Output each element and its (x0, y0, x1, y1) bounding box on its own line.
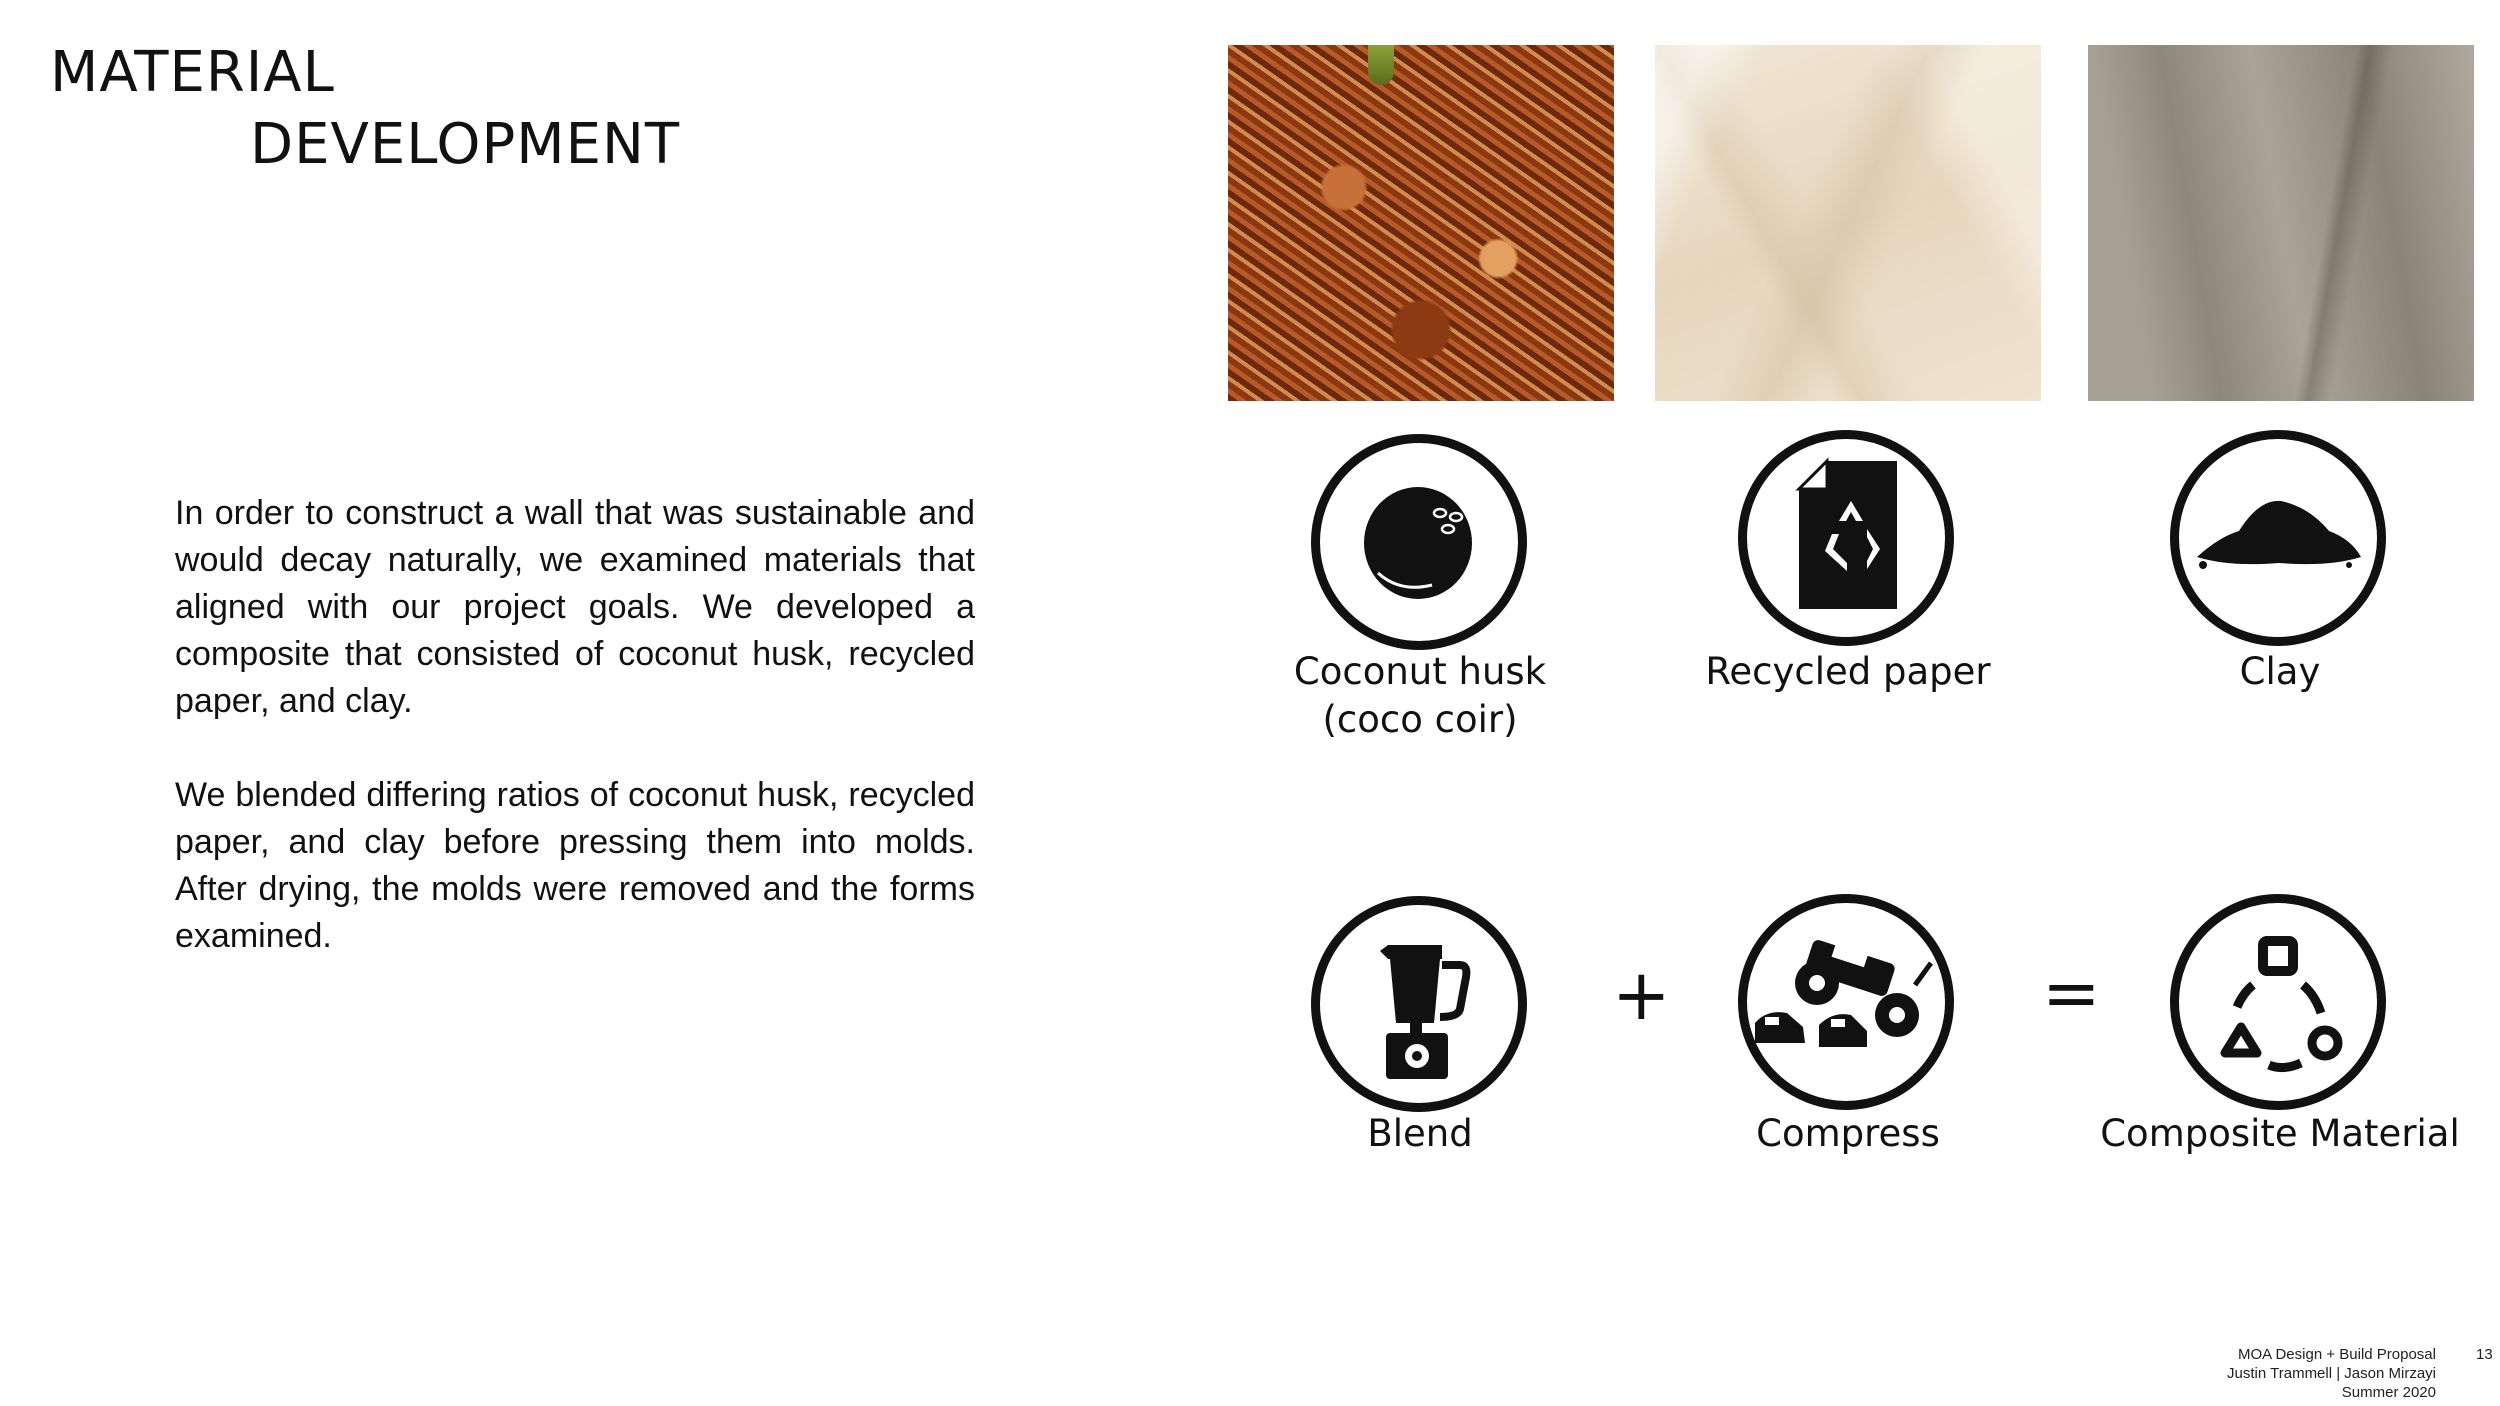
coconut-icon-badge (1311, 434, 1527, 650)
process-label-compress: Compress (1756, 1112, 1940, 1155)
monster-truck-icon (1747, 903, 1945, 1101)
coconut-husk-photo (1228, 45, 1614, 401)
body-paragraph-1: In order to construct a wall that was sustainable and would decay naturally, we examined materials that aligned with our project goals. We developed a composite that consisted of coconut husk, recycled paper, and clay. (175, 494, 975, 720)
blender-icon-badge (1311, 896, 1527, 1112)
clay-photo (2088, 45, 2474, 401)
page-number: 13 (2476, 1346, 2493, 1363)
coconut-icon (1320, 443, 1518, 641)
monster-truck-icon-badge (1738, 894, 1954, 1110)
equals-operator: = (2042, 952, 2101, 1034)
composite-shapes-icon (2179, 903, 2377, 1101)
page-title-line1: MATERIAL (50, 40, 335, 105)
material-label-coconut: Coconut husk (coco coir) (1293, 650, 1547, 741)
blender-icon (1320, 905, 1518, 1103)
recycled-paper-icon-badge (1738, 430, 1954, 646)
page-title-line2: DEVELOPMENT (250, 112, 681, 177)
material-label-paper: Recycled paper (1705, 650, 1991, 693)
footer-authors: Justin Trammell | Jason Mirzayi (2227, 1365, 2436, 1382)
process-label-blend: Blend (1367, 1112, 1473, 1155)
clay-pile-icon-badge (2170, 430, 2386, 646)
footer-date: Summer 2020 (2341, 1384, 2436, 1401)
footer-project-name: MOA Design + Build Proposal (2237, 1346, 2436, 1363)
composite-shapes-icon-badge (2170, 894, 2386, 1110)
recycled-paper-icon (1747, 439, 1945, 637)
clay-pile-icon (2179, 439, 2377, 637)
footer-credits (2227, 1345, 2436, 1402)
recycled-paper-photo (1655, 45, 2041, 401)
body-paragraph-2: We blended differing ratios of coconut husk, recycled paper, and clay before pressing them into molds. After drying, the molds were removed and the forms examined. (175, 776, 975, 955)
material-label-clay: Clay (2239, 650, 2321, 693)
process-label-composite: Composite Material (2100, 1112, 2460, 1155)
plus-operator: + (1612, 954, 1671, 1036)
